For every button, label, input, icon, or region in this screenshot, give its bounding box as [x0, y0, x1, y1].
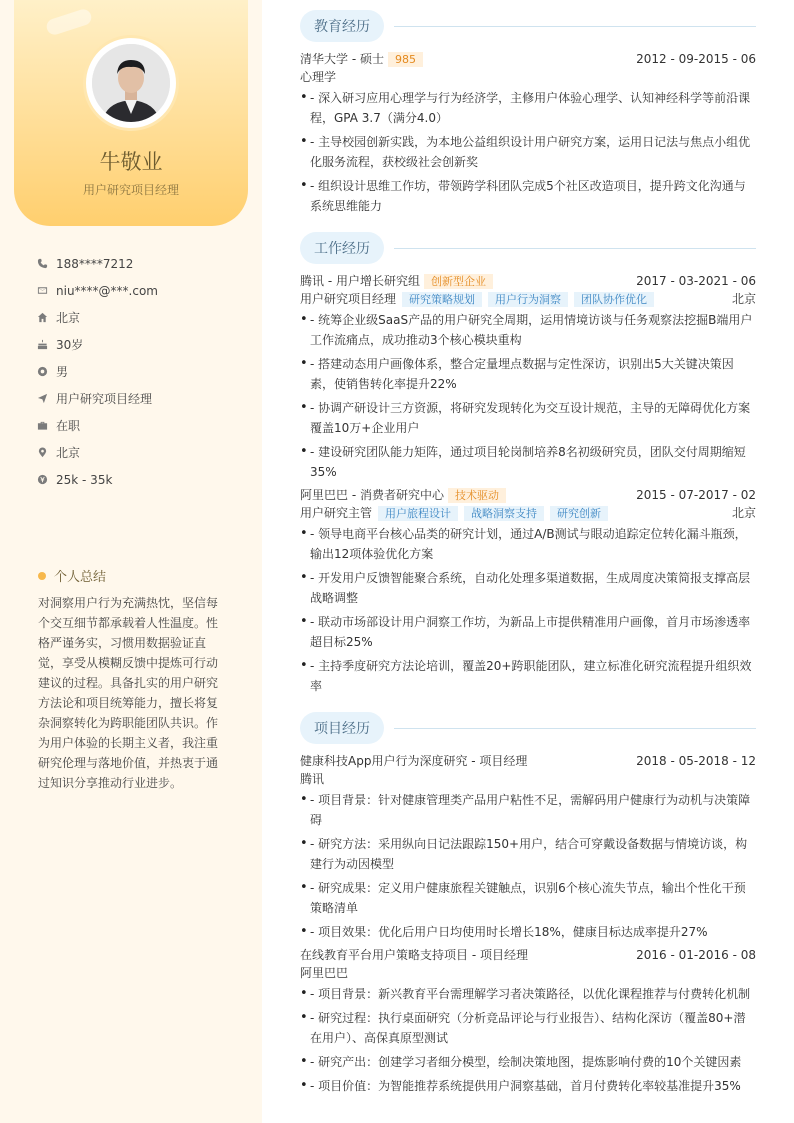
salary-icon	[36, 474, 48, 486]
project-org: 阿里巴巴	[300, 966, 349, 980]
home-icon	[36, 312, 48, 324]
company-name: 阿里巴巴 - 消费者研究中心	[300, 488, 444, 502]
bullet-item: • - 研究过程：执行桌面研究（分析竞品评论与行业报告）、结构化深访（覆盖80+潜在用户）、高保真原型测试	[300, 1008, 756, 1048]
bullet-item: • - 组织设计思维工作坊，带领跨学科团队完成5个社区改造项目，提升跨文化沟通与系统思维能力	[300, 176, 756, 216]
project-entry	[300, 752, 756, 942]
person-title: 用户研究项目经理	[82, 183, 179, 197]
section-header	[300, 10, 756, 42]
section-divider	[394, 26, 756, 27]
send-icon	[36, 393, 48, 405]
contact-text: 188****7212	[56, 256, 134, 271]
section-title: 教育经历	[300, 10, 384, 42]
major: 心理学	[300, 70, 337, 84]
contact-gender	[36, 358, 158, 385]
skill-tag: 研究创新	[550, 506, 608, 521]
avatar-photo	[92, 44, 170, 122]
section-title: 工作经历	[300, 232, 384, 264]
briefcase-icon	[36, 420, 48, 432]
contact-text: 男	[56, 365, 69, 379]
bullet-item: • - 研究成果：定义用户健康旅程关键触点，识别6个核心流失节点，输出个性化干预策略清单	[300, 878, 756, 918]
entry-period: 2012 - 09-2015 - 06	[636, 52, 756, 66]
contact-text: 北京	[56, 446, 81, 460]
bullet-item: • - 研究方法：采用纵向日记法跟踪150+用户，结合可穿戴设备数据与情境访谈，构建行为动因模型	[300, 834, 756, 874]
company-badge: 技术驱动	[448, 488, 506, 503]
bullet-item: • - 项目背景：针对健康管理类产品用户粘性不足，需解码用户健康行为动机与决策障碍	[300, 790, 756, 830]
skill-tag: 用户旅程设计	[378, 506, 458, 521]
bullet-item: • - 建设研究团队能力矩阵，通过项目轮岗制培养8名初级研究员，团队交付周期缩短35%	[300, 442, 756, 482]
bullet-list	[300, 984, 756, 1096]
contact-location	[36, 439, 158, 466]
location-pin-icon	[36, 447, 48, 459]
school-name: 清华大学 - 硕士	[300, 52, 384, 66]
work-section	[300, 232, 756, 696]
entry-subheader	[300, 68, 756, 86]
position: 用户研究项目经理	[300, 292, 397, 306]
education-section	[300, 10, 756, 216]
job-city: 北京	[731, 292, 756, 306]
summary-text: 对洞察用户行为充满热忱，坚信每个交互细节都承载着人性温度。性格严谨务实，习惯用数据验证直觉，享受从模糊反馈中提炼可行动建议的过程。具备扎实的用户研究方法论和项目统筹能力，擅长将复杂洞察转化为跨职能团队共识。作为用户体验的长期主义者，我注重研究伦理与落地价值，并热衷于通过知识分享推动行业进步。	[38, 596, 219, 790]
entry-period: 2016 - 01-2016 - 08	[636, 948, 756, 962]
section-title: 项目经历	[300, 712, 384, 744]
bullet-item: • - 主导校园创新实践，为本地公益组织设计用户研究方案，运用日记法与焦点小组优化服务流程，获校级社会创新奖	[300, 132, 756, 172]
project-name: 健康科技App用户行为深度研究 - 项目经理	[300, 754, 528, 768]
bullet-item: • - 开发用户反馈智能聚合系统，自动化处理多渠道数据，生成周度决策简报支撑高层战略调整	[300, 568, 756, 608]
entry-header	[300, 486, 756, 504]
entry-subheader	[300, 290, 756, 308]
contact-phone	[36, 250, 158, 277]
contact-list	[36, 250, 158, 493]
bullet-item: • - 协调产研设计三方资源，将研究发现转化为交互设计规范，主导的无障碍优化方案覆盖10万+企业用户	[300, 398, 756, 438]
entry-header	[300, 50, 756, 68]
contact-position	[36, 385, 158, 412]
entry-period: 2018 - 05-2018 - 12	[636, 754, 756, 768]
summary-title-text: 个人总结	[54, 570, 107, 585]
entry-header	[300, 272, 756, 290]
avatar	[92, 44, 170, 122]
contact-text: 北京	[56, 311, 81, 325]
person-name: 牛敬业	[99, 150, 163, 174]
company-name: 腾讯 - 用户增长研究组	[300, 274, 420, 288]
bullet-item: • - 研究产出：创建学习者细分模型，绘制决策地图，提炼影响付费的10个关键因素	[300, 1052, 756, 1072]
bullet-item: • - 主持季度研究方法论培训，覆盖20+跨职能团队，建立标准化研究流程提升组织效率	[300, 656, 756, 696]
bullet-list	[300, 310, 756, 482]
decorative-pill	[45, 7, 94, 36]
contact-salary	[36, 466, 158, 493]
skill-tag: 研究策略规划	[402, 292, 482, 307]
contact-email	[36, 277, 158, 304]
projects-section	[300, 712, 756, 1096]
contact-text: 用户研究项目经理	[56, 392, 153, 406]
section-divider	[394, 248, 756, 249]
entry-header	[300, 946, 756, 964]
skill-tag: 团队协作优化	[574, 292, 654, 307]
bullet-item: • - 统筹企业级SaaS产品的用户研究全周期，运用情境访谈与任务观察法挖掘B端用户工作流痛点，成功推动3个核心模块重构	[300, 310, 756, 350]
project-name: 在线教育平台用户策略支持项目 - 项目经理	[300, 948, 528, 962]
bullet-item: • - 联动市场部设计用户洞察工作坊，为新品上市提供精准用户画像，首月市场渗透率超目标25%	[300, 612, 756, 652]
bullet-item: • - 领导电商平台核心品类的研究计划，通过A/B测试与眼动追踪定位转化漏斗瓶颈，输出12项体验优化方案	[300, 524, 756, 564]
contact-text: 25k - 35k	[56, 472, 113, 487]
entry-subheader	[300, 770, 756, 788]
contact-text: 在职	[56, 419, 81, 433]
gender-icon	[36, 366, 48, 378]
bullet-list	[300, 88, 756, 216]
section-header	[300, 712, 756, 744]
entry-header	[300, 752, 756, 770]
bullet-item: • - 项目效果：优化后用户日均使用时长增长18%，健康目标达成率提升27%	[300, 922, 756, 942]
project-entry	[300, 946, 756, 1096]
job-city: 北京	[731, 506, 756, 520]
entry-period: 2015 - 07-2017 - 02	[636, 488, 756, 502]
contact-text: niu****@***.com	[56, 283, 158, 298]
summary-heading	[38, 566, 106, 585]
school-badge: 985	[388, 52, 423, 67]
entry-subheader	[300, 504, 756, 522]
contact-home	[36, 304, 158, 331]
section-divider	[394, 728, 756, 729]
sidebar	[0, 0, 262, 1123]
mail-icon	[36, 285, 48, 297]
bullet-dot-icon	[38, 572, 46, 580]
work-entry	[300, 272, 756, 482]
company-badge: 创新型企业	[424, 274, 493, 289]
main-content	[300, 10, 756, 1100]
position: 用户研究主管	[300, 506, 373, 520]
contact-age	[36, 331, 158, 358]
entry-period: 2017 - 03-2021 - 06	[636, 274, 756, 288]
avatar-frame	[83, 35, 179, 131]
bullet-list	[300, 524, 756, 696]
bullet-item: • - 深入研习应用心理学与行为经济学，主修用户体验心理学、认知神经科学等前沿课程，GPA 3.7（满分4.0）	[300, 88, 756, 128]
work-entry	[300, 486, 756, 696]
bullet-item: • - 项目背景：新兴教育平台需理解学习者决策路径，以优化课程推荐与付费转化机制	[300, 984, 756, 1004]
bullet-item: • - 搭建动态用户画像体系，整合定量埋点数据与定性深访，识别出5大关键决策因素，使销售转化率提升22%	[300, 354, 756, 394]
contact-text: 30岁	[56, 338, 84, 352]
project-org: 腾讯	[300, 772, 325, 786]
entry-subheader	[300, 964, 756, 982]
section-header	[300, 232, 756, 264]
bullet-list	[300, 790, 756, 942]
contact-status	[36, 412, 158, 439]
cake-icon	[36, 339, 48, 351]
skill-tag: 战略洞察支持	[464, 506, 544, 521]
bullet-item: • - 项目价值：为智能推荐系统提供用户洞察基础，首月付费转化率较基准提升35%	[300, 1076, 756, 1096]
skill-tag: 用户行为洞察	[488, 292, 568, 307]
phone-icon	[36, 258, 48, 270]
